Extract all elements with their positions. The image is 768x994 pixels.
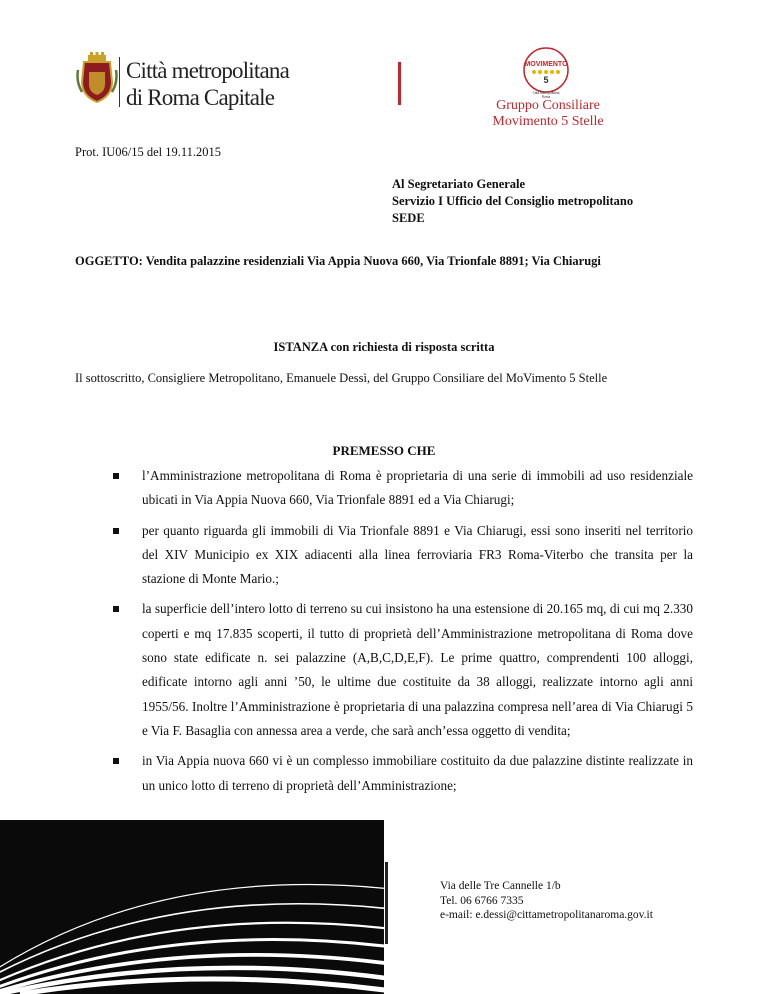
list-item-text: in Via Appia nuova 660 vi è un complesso immobiliare costituito da due palazzine distinte realizzate in un unico lotto di terreno di proprietà dell’Amministrazione; bbox=[142, 753, 693, 793]
footer-contact bbox=[440, 879, 653, 923]
svg-text:5: 5 bbox=[543, 75, 549, 85]
logo-text-sub2: Roma bbox=[541, 95, 551, 99]
istanza-title: ISTANZA con richiesta di risposta scritta bbox=[273, 340, 495, 354]
group-label-line1: Gruppo Consiliare bbox=[496, 98, 600, 113]
logo-text-sub: Città Metropolitana bbox=[532, 91, 560, 95]
header-red-divider bbox=[398, 62, 401, 105]
bullet-square-icon bbox=[113, 606, 119, 612]
recipient-line2: Servizio I Ufficio del Consiglio metropolitano bbox=[392, 194, 634, 208]
list-item-text: per quanto riguarda gli immobili di Via Trionfale 8891 e Via Chiarugi, essi sono inseriti nel territorio del XIV Municipio ex XIX adiacenti alla linea ferroviaria FR3 Roma-Viterbo che transita per la stazione di Monte Mario.; bbox=[142, 522, 693, 587]
list-item-text: la superficie dell’intero lotto di terreno su cui insistono ha una estensione di 20.165 mq, di cui mq 2.330 coperti e mq 17.835 scoperti, il tutto di proprietà dell’Amministrazione metropolitana di Roma dove sono state edificate n. sei palazzine (A,B,C,D,E,F). Le prime quattro, comprendenti 100 alloggi, edificate intorno agli anni ’50, le ultime due costituite da 38 alloggi, realizzate intorno agli anni 1955/56. Inoltre l’Amministrazione è proprietaria di una palazzina compresa nell’area di Via Chiarugi 5 e Via F. Basaglia con annessa area a verde, che sarà anch’essa oggetto di vendita; bbox=[142, 601, 693, 738]
premesso-list bbox=[75, 464, 693, 804]
logo-text-main: MOVIMENTO bbox=[524, 61, 568, 68]
bullet-square-icon bbox=[113, 758, 119, 764]
list-item bbox=[75, 749, 693, 798]
footer-divider bbox=[385, 862, 388, 944]
group-label-line2: Movimento 5 Stelle bbox=[492, 114, 604, 129]
list-item bbox=[75, 519, 693, 592]
intro-paragraph: Il sottoscritto, Consigliere Metropolitano, Emanuele Dessì, del Gruppo Consiliare del MoVimento 5 Stelle bbox=[75, 371, 608, 385]
footer-arcs-graphic bbox=[0, 820, 384, 994]
list-item bbox=[75, 597, 693, 743]
movimento-5-stelle-logo bbox=[522, 46, 570, 100]
group-label bbox=[460, 98, 636, 130]
protocol-number: Prot. IU06/15 del 19.11.2015 bbox=[75, 145, 222, 159]
list-item-text: l’Amministrazione metropolitana di Roma è proprietaria di una serie di immobili ad uso residenziale ubicati in Via Appia Nuova 660, Via Trionfale 8891 ed a Via Chiarugi; bbox=[142, 468, 693, 508]
bullet-square-icon bbox=[113, 473, 119, 479]
city-name-line1: Città metropolitana bbox=[126, 58, 290, 83]
recipient-block bbox=[392, 176, 633, 227]
subject-label: OGGETTO: bbox=[75, 254, 143, 268]
city-name bbox=[126, 57, 289, 111]
city-name-line2: di Roma Capitale bbox=[126, 85, 275, 110]
city-name-divider bbox=[119, 57, 120, 107]
recipient-line3: SEDE bbox=[392, 211, 425, 225]
list-item bbox=[75, 464, 693, 513]
footer-address: Via delle Tre Cannelle 1/b bbox=[440, 880, 561, 892]
footer-email[interactable]: e-mail: e.dessi@cittametropolitanaroma.gov.it bbox=[440, 909, 653, 921]
footer-phone: Tel. 06 6766 7335 bbox=[440, 894, 524, 907]
premesso-title: PREMESSO CHE bbox=[332, 443, 436, 458]
subject-line bbox=[75, 253, 675, 270]
city-crest-logo bbox=[76, 52, 118, 104]
recipient-line1: Al Segretariato Generale bbox=[392, 177, 526, 191]
bullet-square-icon bbox=[113, 528, 119, 534]
subject-text: Vendita palazzine residenziali Via Appia Nuova 660, Via Trionfale 8891; Via Chiarugi bbox=[142, 254, 601, 268]
